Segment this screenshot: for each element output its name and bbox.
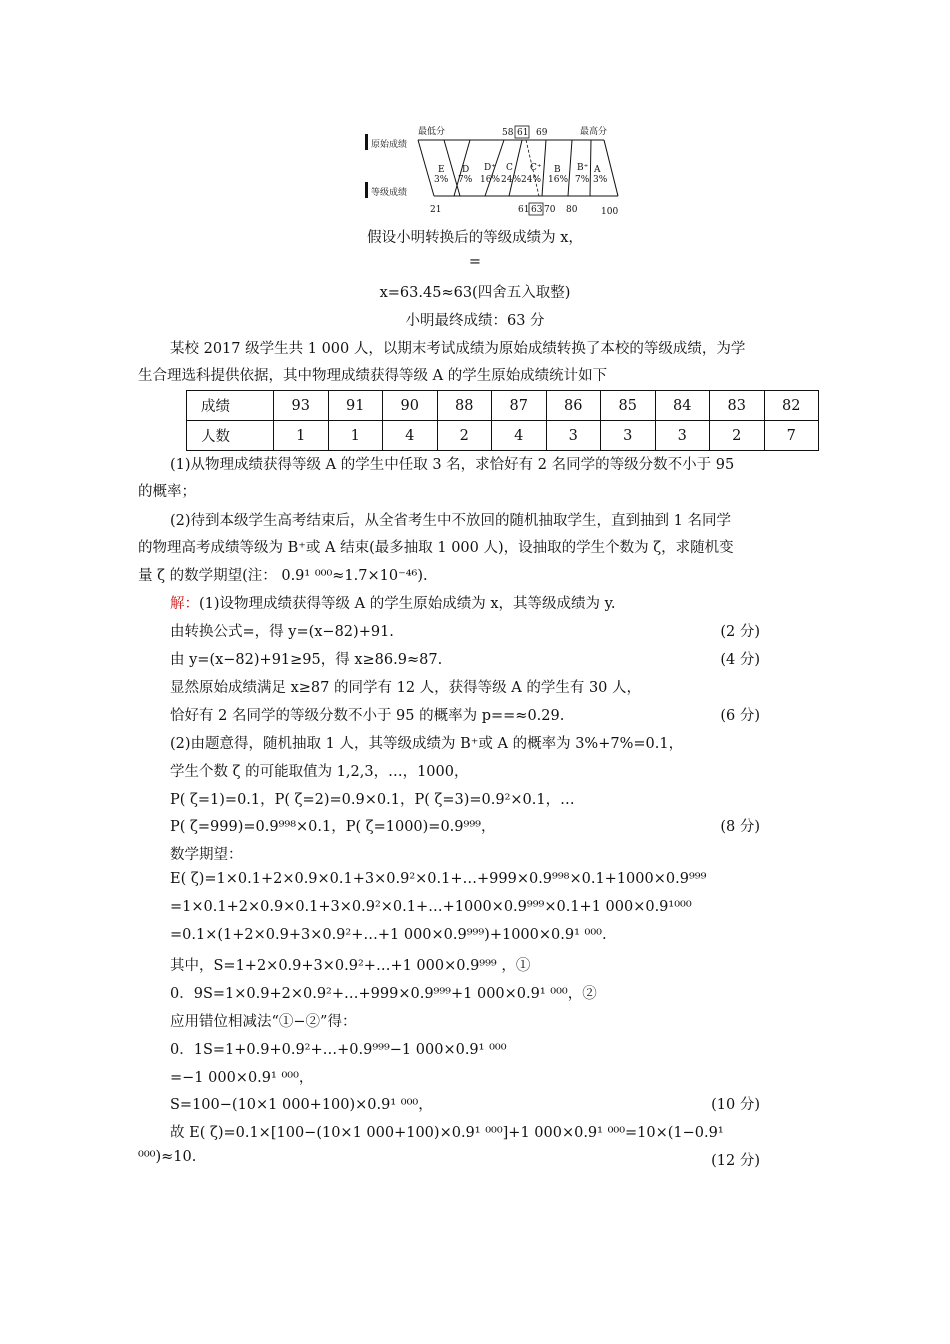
count-cell: 3 <box>546 421 601 451</box>
bottom-mark-100: 100 <box>601 207 619 217</box>
solution-line-20: 故 E( ζ)=0.1×[100−(10×1 000+100)×0.9¹ ⁰⁰⁰]+1 000×0.9¹ ⁰⁰⁰=10×(1−0.9¹ <box>170 1125 724 1141</box>
grade-Dplus-pct: 16% <box>480 175 501 185</box>
count-row-header: 人数 <box>187 421 274 451</box>
count-cell: 3 <box>601 421 656 451</box>
divider-0 <box>418 140 434 196</box>
bottom-mark-21: 21 <box>430 205 442 215</box>
question-1-line-1: (1)从物理成绩获得等级 A 的学生中任取 3 名，求恰好有 2 名同学的等级分数不小于 95 <box>170 457 735 473</box>
example-line-3: x=63.45≈63(四舍五入取整) <box>379 285 571 301</box>
example-line-4: 小明最终成绩：63 分 <box>405 313 545 329</box>
solution-line-15: 0．9S=1×0.9+2×0.9²+…+999×0.9⁹⁹⁹+1 000×0.9¹ ⁰⁰⁰，② <box>170 986 597 1002</box>
question-2-line-1: (2)待到本级学生高考结束后，从全省考生中不放回的随机抽取学生，直到抽到 1 名同学 <box>170 513 731 529</box>
grade-B-letter: B <box>554 165 561 175</box>
count-cell: 1 <box>274 421 329 451</box>
grade-D-letter: D <box>462 165 470 175</box>
grade-A-pct: 3% <box>593 175 608 185</box>
solution-line-1 <box>170 592 616 613</box>
bottom-mark-63: 63 <box>531 205 543 215</box>
question-2-line-2: 的物理高考成绩等级为 B⁺或 A 结束(最多抽取 1 000 人)，设抽取的学生个数为 ζ，求随机变 <box>138 540 734 556</box>
solution-line-12: =1×0.1+2×0.9×0.1+3×0.9²×0.1+…+1000×0.9⁹⁹⁹×0.1+1 000×0.9¹⁰⁰⁰ <box>170 899 692 915</box>
example-line-2: = <box>468 254 482 270</box>
score-cell: 86 <box>546 391 601 421</box>
score-6: (6 分) <box>720 708 760 724</box>
solution-line-2: 由转换公式=，得 y=(x−82)+91. <box>170 624 394 640</box>
grade-Dplus-letter: D⁺ <box>484 163 496 173</box>
score-cell: 91 <box>328 391 383 421</box>
score-cell: 88 <box>437 391 492 421</box>
top-mark-69: 69 <box>536 128 548 138</box>
grade-conversion-svg <box>358 118 628 218</box>
score-cell: 90 <box>383 391 438 421</box>
grade-C-letter: C <box>506 163 513 173</box>
raw-score-label: 原始成绩 <box>371 140 408 150</box>
grade-score-marker <box>365 182 368 198</box>
bottom-mark-61: 61 <box>518 205 530 215</box>
bottom-mark-70: 70 <box>544 205 556 215</box>
score-cell: 84 <box>655 391 710 421</box>
solution-line-9: P( ζ=999)=0.9⁹⁹⁸×0.1，P( ζ=1000)=0.9⁹⁹⁹， <box>170 819 496 835</box>
min-score-label: 最低分 <box>418 127 446 137</box>
solution-line-17: 0．1S=1+0.9+0.9²+…+0.9⁹⁹⁹−1 000×0.9¹ ⁰⁰⁰ <box>170 1042 507 1058</box>
solution-label: 解： <box>170 596 199 612</box>
count-cell: 2 <box>710 421 765 451</box>
grade-Bplus-letter: B⁺ <box>577 163 589 173</box>
divider-1 <box>444 140 460 196</box>
solution-line-5: 恰好有 2 名同学的等级分数不小于 95 的概率为 p==≈0.29. <box>170 708 565 724</box>
grade-conversion-diagram <box>358 118 628 218</box>
solution-line-3: 由 y=(x−82)+91≥95，得 x≥86.9≈87. <box>170 652 443 668</box>
solution-line-16: 应用错位相减法“①−②”得： <box>170 1014 357 1030</box>
score-12: (12 分) <box>711 1153 760 1169</box>
divider-7 <box>568 140 572 196</box>
problem-intro-line-2: 生合理选科提供依据，其中物理成绩获得等级 A 的学生原始成绩统计如下 <box>138 368 608 384</box>
count-cell: 4 <box>492 421 547 451</box>
grade-A-letter: A <box>594 165 601 175</box>
score-cell: 93 <box>274 391 329 421</box>
score-cell: 82 <box>764 391 819 421</box>
grade-E-pct: 3% <box>434 175 449 185</box>
solution-step-1: (1)设物理成绩获得等级 A 的学生原始成绩为 x，其等级成绩为 y. <box>199 596 616 612</box>
problem-intro-line-1: 某校 2017 级学生共 1 000 人，以期末考试成绩为原始成绩转换了本校的等级成绩，为学 <box>170 341 746 357</box>
solution-line-13: =0.1×(1+2×0.9+3×0.9²+…+1 000×0.9⁹⁹⁹)+1000×0.9¹ ⁰⁰⁰. <box>170 927 607 943</box>
solution-line-7: 学生个数 ζ 的可能取值为 1,2,3，…，1000， <box>170 764 469 780</box>
grade-score-label: 等级成绩 <box>371 188 408 198</box>
solution-line-14: 其中，S=1+2×0.9+3×0.9²+…+1 000×0.9⁹⁹⁹ ，① <box>170 958 531 974</box>
count-cell: 7 <box>764 421 819 451</box>
solution-line-19: S=100−(10×1 000+100)×0.9¹ ⁰⁰⁰， <box>170 1097 433 1113</box>
solution-line-8: P( ζ=1)=0.1，P( ζ=2)=0.9×0.1，P( ζ=3)=0.9²×0.1，… <box>170 792 575 808</box>
count-cell: 4 <box>383 421 438 451</box>
question-1-line-2: 的概率； <box>138 484 196 500</box>
divider-8 <box>590 140 591 196</box>
score-row-header: 成绩 <box>187 391 274 421</box>
score-4: (4 分) <box>720 652 760 668</box>
raw-score-marker <box>365 134 368 150</box>
count-row <box>187 421 819 451</box>
solution-line-10: 数学期望： <box>170 847 243 863</box>
grade-Bplus-pct: 7% <box>575 175 590 185</box>
grade-D-pct: 7% <box>458 175 473 185</box>
score-cell: 83 <box>710 391 765 421</box>
grade-C-pct: 24% <box>501 175 522 185</box>
max-score-label: 最高分 <box>580 127 608 137</box>
top-mark-61: 61 <box>517 128 529 138</box>
grade-Cplus-letter: C⁺ <box>530 163 542 173</box>
solution-line-4: 显然原始成绩满足 x≥87 的同学有 12 人，获得等级 A 的学生有 30 人， <box>170 680 642 696</box>
solution-line-18: =−1 000×0.9¹ ⁰⁰⁰， <box>170 1070 314 1086</box>
score-cell: 87 <box>492 391 547 421</box>
grade-B-pct: 16% <box>548 175 569 185</box>
example-line-1: 假设小明转换后的等级成绩为 x， <box>367 230 583 246</box>
score-cell: 85 <box>601 391 656 421</box>
score-table <box>186 390 819 451</box>
solution-line-21: ⁰⁰⁰)≈10. <box>138 1149 197 1165</box>
top-mark-58: 58 <box>502 128 514 138</box>
count-cell: 1 <box>328 421 383 451</box>
grade-E-letter: E <box>438 165 445 175</box>
question-2-line-3: 量 ζ 的数学期望(注： 0.9¹ ⁰⁰⁰≈1.7×10⁻⁴⁶). <box>138 568 428 584</box>
score-row <box>187 391 819 421</box>
score-10: (10 分) <box>711 1097 760 1113</box>
divider-9 <box>604 140 618 196</box>
divider-6 <box>542 140 546 196</box>
solution-line-11: E( ζ)=1×0.1+2×0.9×0.1+3×0.9²×0.1+…+999×0.9⁹⁹⁸×0.1+1000×0.9⁹⁹⁹ <box>170 871 707 887</box>
count-cell: 2 <box>437 421 492 451</box>
solution-line-6: (2)由题意得，随机抽取 1 人，其等级成绩为 B⁺或 A 的概率为 3%+7%=0.1， <box>170 736 684 752</box>
score-2: (2 分) <box>720 624 760 640</box>
count-cell: 3 <box>655 421 710 451</box>
grade-Cplus-pct: 24% <box>521 175 542 185</box>
score-8: (8 分) <box>720 819 760 835</box>
bottom-mark-80: 80 <box>566 205 578 215</box>
